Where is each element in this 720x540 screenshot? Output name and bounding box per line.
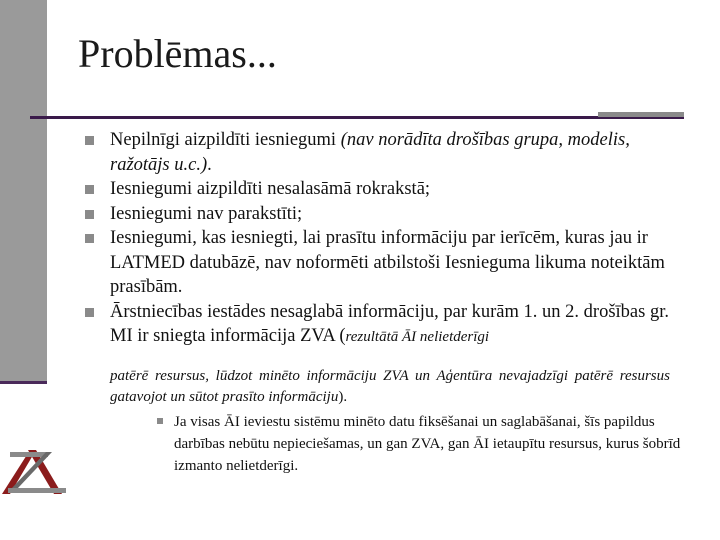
- continuation-italic-text: patērē resursus, lūdzot minēto informāciju ZVA un Aģentūra nevajadzīgi patērē resursus gatavojot un sūtot prasīto informāciju: [110, 368, 670, 405]
- sub-bullet-item: [157, 411, 694, 477]
- left-decor-bar: [0, 0, 47, 383]
- bullet-item: [85, 177, 685, 202]
- bullet-text: Nepilnīgi aizpildīti iesniegumi: [110, 130, 341, 150]
- bullet-tail-text: .: [207, 154, 212, 175]
- bullet-text: Iesniegumi nav parakstīti;: [110, 203, 303, 224]
- bullet-list: [85, 128, 685, 349]
- bullet-italic-text: (nav norādīta drošības grupa, modelis, ražotājs u.c.): [110, 130, 630, 175]
- square-bullet-icon: [85, 185, 94, 194]
- square-bullet-icon: [85, 136, 94, 145]
- square-bullet-icon: [85, 308, 94, 317]
- square-bullet-icon: [85, 234, 94, 243]
- zva-logo-icon: [0, 436, 72, 498]
- title-divider-accent: [598, 112, 684, 117]
- bullet-item: [85, 226, 685, 300]
- bullet-italic-text: rezultātā ĀI nelietderīgi: [345, 329, 490, 345]
- logo-bar-bottom: [8, 488, 66, 493]
- bullet-continuation: [110, 366, 670, 408]
- slide-title: Problēmas...: [78, 31, 277, 76]
- bullet-text: Iesniegumi, kas iesniegti, lai prasītu informāciju par ierīcēm, kuras jau ir LATMED datubāzē, nav noformēti atbilstoši Iesnieguma likuma noteiktām prasībām.: [110, 228, 665, 297]
- bullet-item: [85, 128, 685, 177]
- bullet-item: [85, 300, 685, 349]
- sub-bullet-text: Ja visas ĀI ieviestu sistēmu minēto datu fiksēšanai un saglabāšanai, šīs papildus darbības nebūtu nepieciešamas, un gan ZVA, gan ĀI ietaupītu resursus, kurus šobrīd izmanto nelietderīgi.: [174, 414, 681, 474]
- bullet-text: Iesniegumi aizpildīti nesalasāmā rokrakstā;: [110, 179, 431, 199]
- bullet-item: [85, 202, 685, 227]
- square-bullet-icon: [157, 418, 163, 424]
- bullet-text: Ārstniecības iestādes nesaglabā informāciju, par kurām 1. un 2. drošības gr. MI ir sniegta informācija ZVA (: [110, 301, 669, 346]
- title-divider: [30, 116, 684, 119]
- left-decor-bar-edge: [0, 381, 47, 384]
- continuation-tail-text: ).: [338, 389, 348, 405]
- square-bullet-icon: [85, 210, 94, 219]
